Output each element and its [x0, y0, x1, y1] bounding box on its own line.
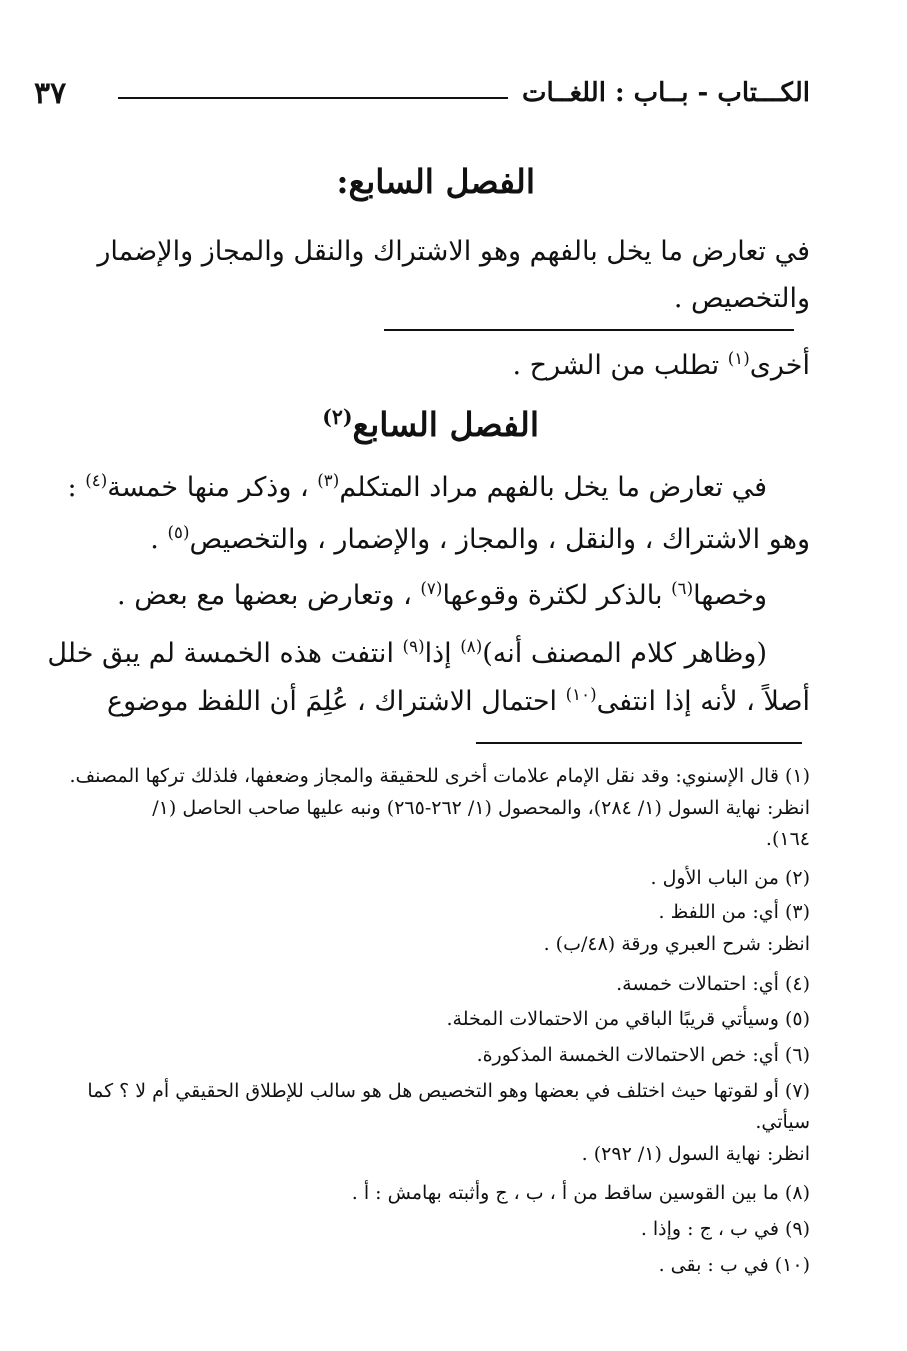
- commentary-line-3: وهو الاشتراك ، والنقل ، والمجاز ، والإضمار ، والتخصيص$^{(٥)}$ .: [150, 522, 810, 555]
- commentary-line-1: أخرى$^{(١)}$ تطلب من الشرح .: [512, 348, 810, 381]
- footnote-7-line-1: (٧) أو لقوتها حيث اختلف في بعضها وهو التخصيص هل هو سالب للإطلاق الحقيقي أم لا ؟ كما: [87, 1080, 810, 1102]
- footnote-3-line-2: انظر: شرح العبري ورقة (٤٨/ب) .: [543, 933, 810, 955]
- footnote-4: (٤) أي: احتمالات خمسة.: [616, 973, 810, 995]
- commentary-line-2: في تعارض ما يخل بالفهم مراد المتكلم$^{(٣)}$ ، وذكر منها خمسة$^{(٤)}$ :: [67, 470, 767, 503]
- footnote-5: (٥) وسيأتي قريبًا الباقي من الاحتمالات المخلة.: [446, 1008, 810, 1030]
- commentary-line-4: وخصها$^{(٦)}$ بالذكر لكثرة وقوعها$^{(٧)}$ ، وتعارض بعضها مع بعض .: [117, 578, 767, 611]
- running-title: الكـــتاب - بــاب : اللغــات: [522, 78, 810, 108]
- footnote-3-line-1: (٣) أي: من اللفظ .: [658, 901, 810, 923]
- footnote-1-line-2: انظر: نهاية السول (١/ ٢٨٤)، والمحصول (١/ ٢٦٢-٢٦٥) ونبه عليها صاحب الحاصل (١/: [152, 797, 810, 819]
- footnote-7-line-2: سيأتي.: [755, 1111, 810, 1133]
- footnote-ref: (٥): [167, 522, 190, 542]
- footnote-ref: (٤): [85, 470, 108, 490]
- footnote-10: (١٠) في ب : بقى .: [658, 1254, 810, 1276]
- footnote-separator: [476, 742, 802, 744]
- footnote-8: (٨) ما بين القوسين ساقط من أ ، ب ، ج وأثبته بهامش : أ .: [351, 1182, 810, 1204]
- matn-separator: [384, 329, 794, 331]
- footnote-ref: (٢): [322, 405, 353, 429]
- footnote-6: (٦) أي: خص الاحتمالات الخمسة المذكورة.: [476, 1044, 810, 1066]
- footnote-2: (٢) من الباب الأول .: [650, 867, 810, 889]
- footnote-1-line-1: (١) قال الإسنوي: وقد نقل الإمام علامات أخرى للحقيقة والمجاز وضعفها، فلذلك تركها المصنف.: [69, 765, 810, 787]
- footnote-ref: (٩): [402, 636, 425, 656]
- footnote-7-line-3: انظر: نهاية السول (١/ ٢٩٢) .: [581, 1143, 810, 1165]
- footnote-ref: (٦): [671, 578, 694, 598]
- commentary-line-6: أصلاً ، لأنه إذا انتفى$^{(١٠)}$ احتمال الاشتراك ، عُلِمَ أن اللفظ موضوع: [107, 684, 810, 717]
- footnote-ref: (٣): [317, 470, 340, 490]
- commentary-heading: الفصل السابع$^{(٢)}$: [322, 405, 539, 444]
- matn-line-2: والتخصيص .: [673, 283, 810, 314]
- header-rule: [118, 97, 508, 99]
- footnote-9: (٩) في ب ، ج : وإذا .: [640, 1218, 810, 1240]
- matn-line-1: في تعارض ما يخل بالفهم وهو الاشتراك والنقل والمجاز والإضمار: [97, 236, 810, 267]
- commentary-line-5: (وظاهر كلام المصنف أنه)$^{(٨)}$ إذا$^{(٩)}$ انتفت هذه الخمسة لم يبق خلل: [47, 636, 767, 669]
- footnote-1-line-3: ١٦٤).: [765, 828, 810, 850]
- section-heading: الفصل السابع:: [336, 162, 535, 201]
- footnote-ref: (١): [727, 348, 750, 368]
- footnote-ref: (٨): [460, 636, 483, 656]
- footnote-ref: (٧): [420, 578, 443, 598]
- page-number: ٣٧: [34, 76, 67, 111]
- footnote-ref: (١٠): [565, 684, 597, 704]
